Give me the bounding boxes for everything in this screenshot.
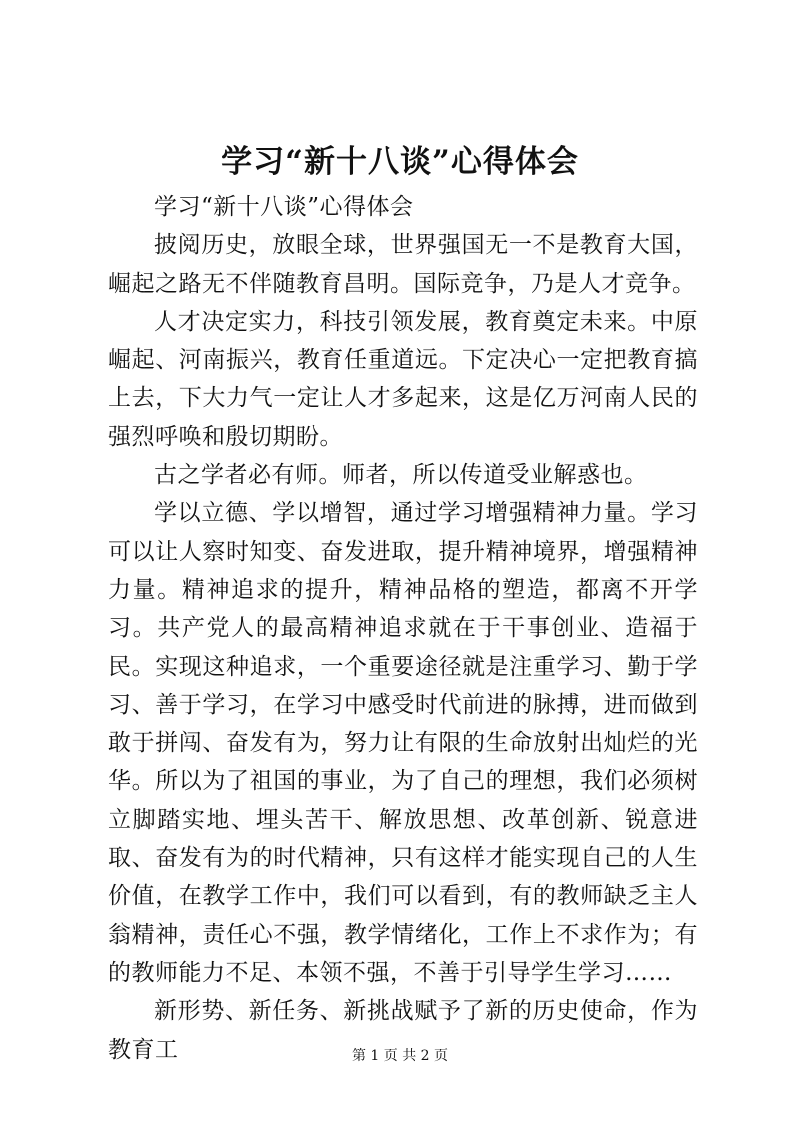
paragraph-2: 人才决定实力，科技引领发展，教育奠定未来。中原崛起、河南振兴，教育任重道远。下定决心一定把教育搞上去，下大力气一定让人才多起来，这是亿万河南人民的强烈呼唤和殷切期盼。 bbox=[108, 308, 698, 450]
document-body bbox=[108, 188, 698, 1069]
paragraph-1: 披阅历史，放眼全球，世界强国无一不是教育大国，崛起之路无不伴随教育昌明。国际竞争，乃是人才竞争。 bbox=[108, 232, 698, 297]
paragraph-4: 学以立德、学以增智，通过学习增强精神力量。学习可以让人察时知变、奋发进取，提升精神境界，增强精神力量。精神追求的提升，精神品格的塑造，都离不开学习。共产党人的最高精神追求就在于干事创业、造福于民。实现这种追求，一个重要途径就是注重学习、勤于学习、善于学习，在学习中感受时代前进的脉搏，进而做到敢于拼闯、奋发有为，努力让有限的生命放射出灿烂的光华。所以为了祖国的事业，为了自己的理想，我们必须树立脚踏实地、埋头苦干、解放思想、改革创新、锐意进取、奋发有为的时代精神，只有这样才能实现自己的人生价值，在教学工作中，我们可以看到，有的教师缺乏主人翁精神，责任心不强，教学情绪化，工作上不求作为；有的教师能力不足、本领不强，不善于引导学生学习…… bbox=[108, 500, 698, 986]
paragraph-subtitle: 学习“新十八谈”心得体会 bbox=[154, 194, 414, 220]
paragraph-5: 新形势、新任务、新挑战赋予了新的历史使命，作为教育工 bbox=[108, 998, 698, 1063]
page-footer: 第 1 页 共 2 页 bbox=[351, 1048, 449, 1064]
document-title: 学习“新十八谈”心得体会 bbox=[221, 144, 579, 180]
paragraph-3: 古之学者必有师。师者，所以传道受业解惑也。 bbox=[154, 462, 648, 489]
